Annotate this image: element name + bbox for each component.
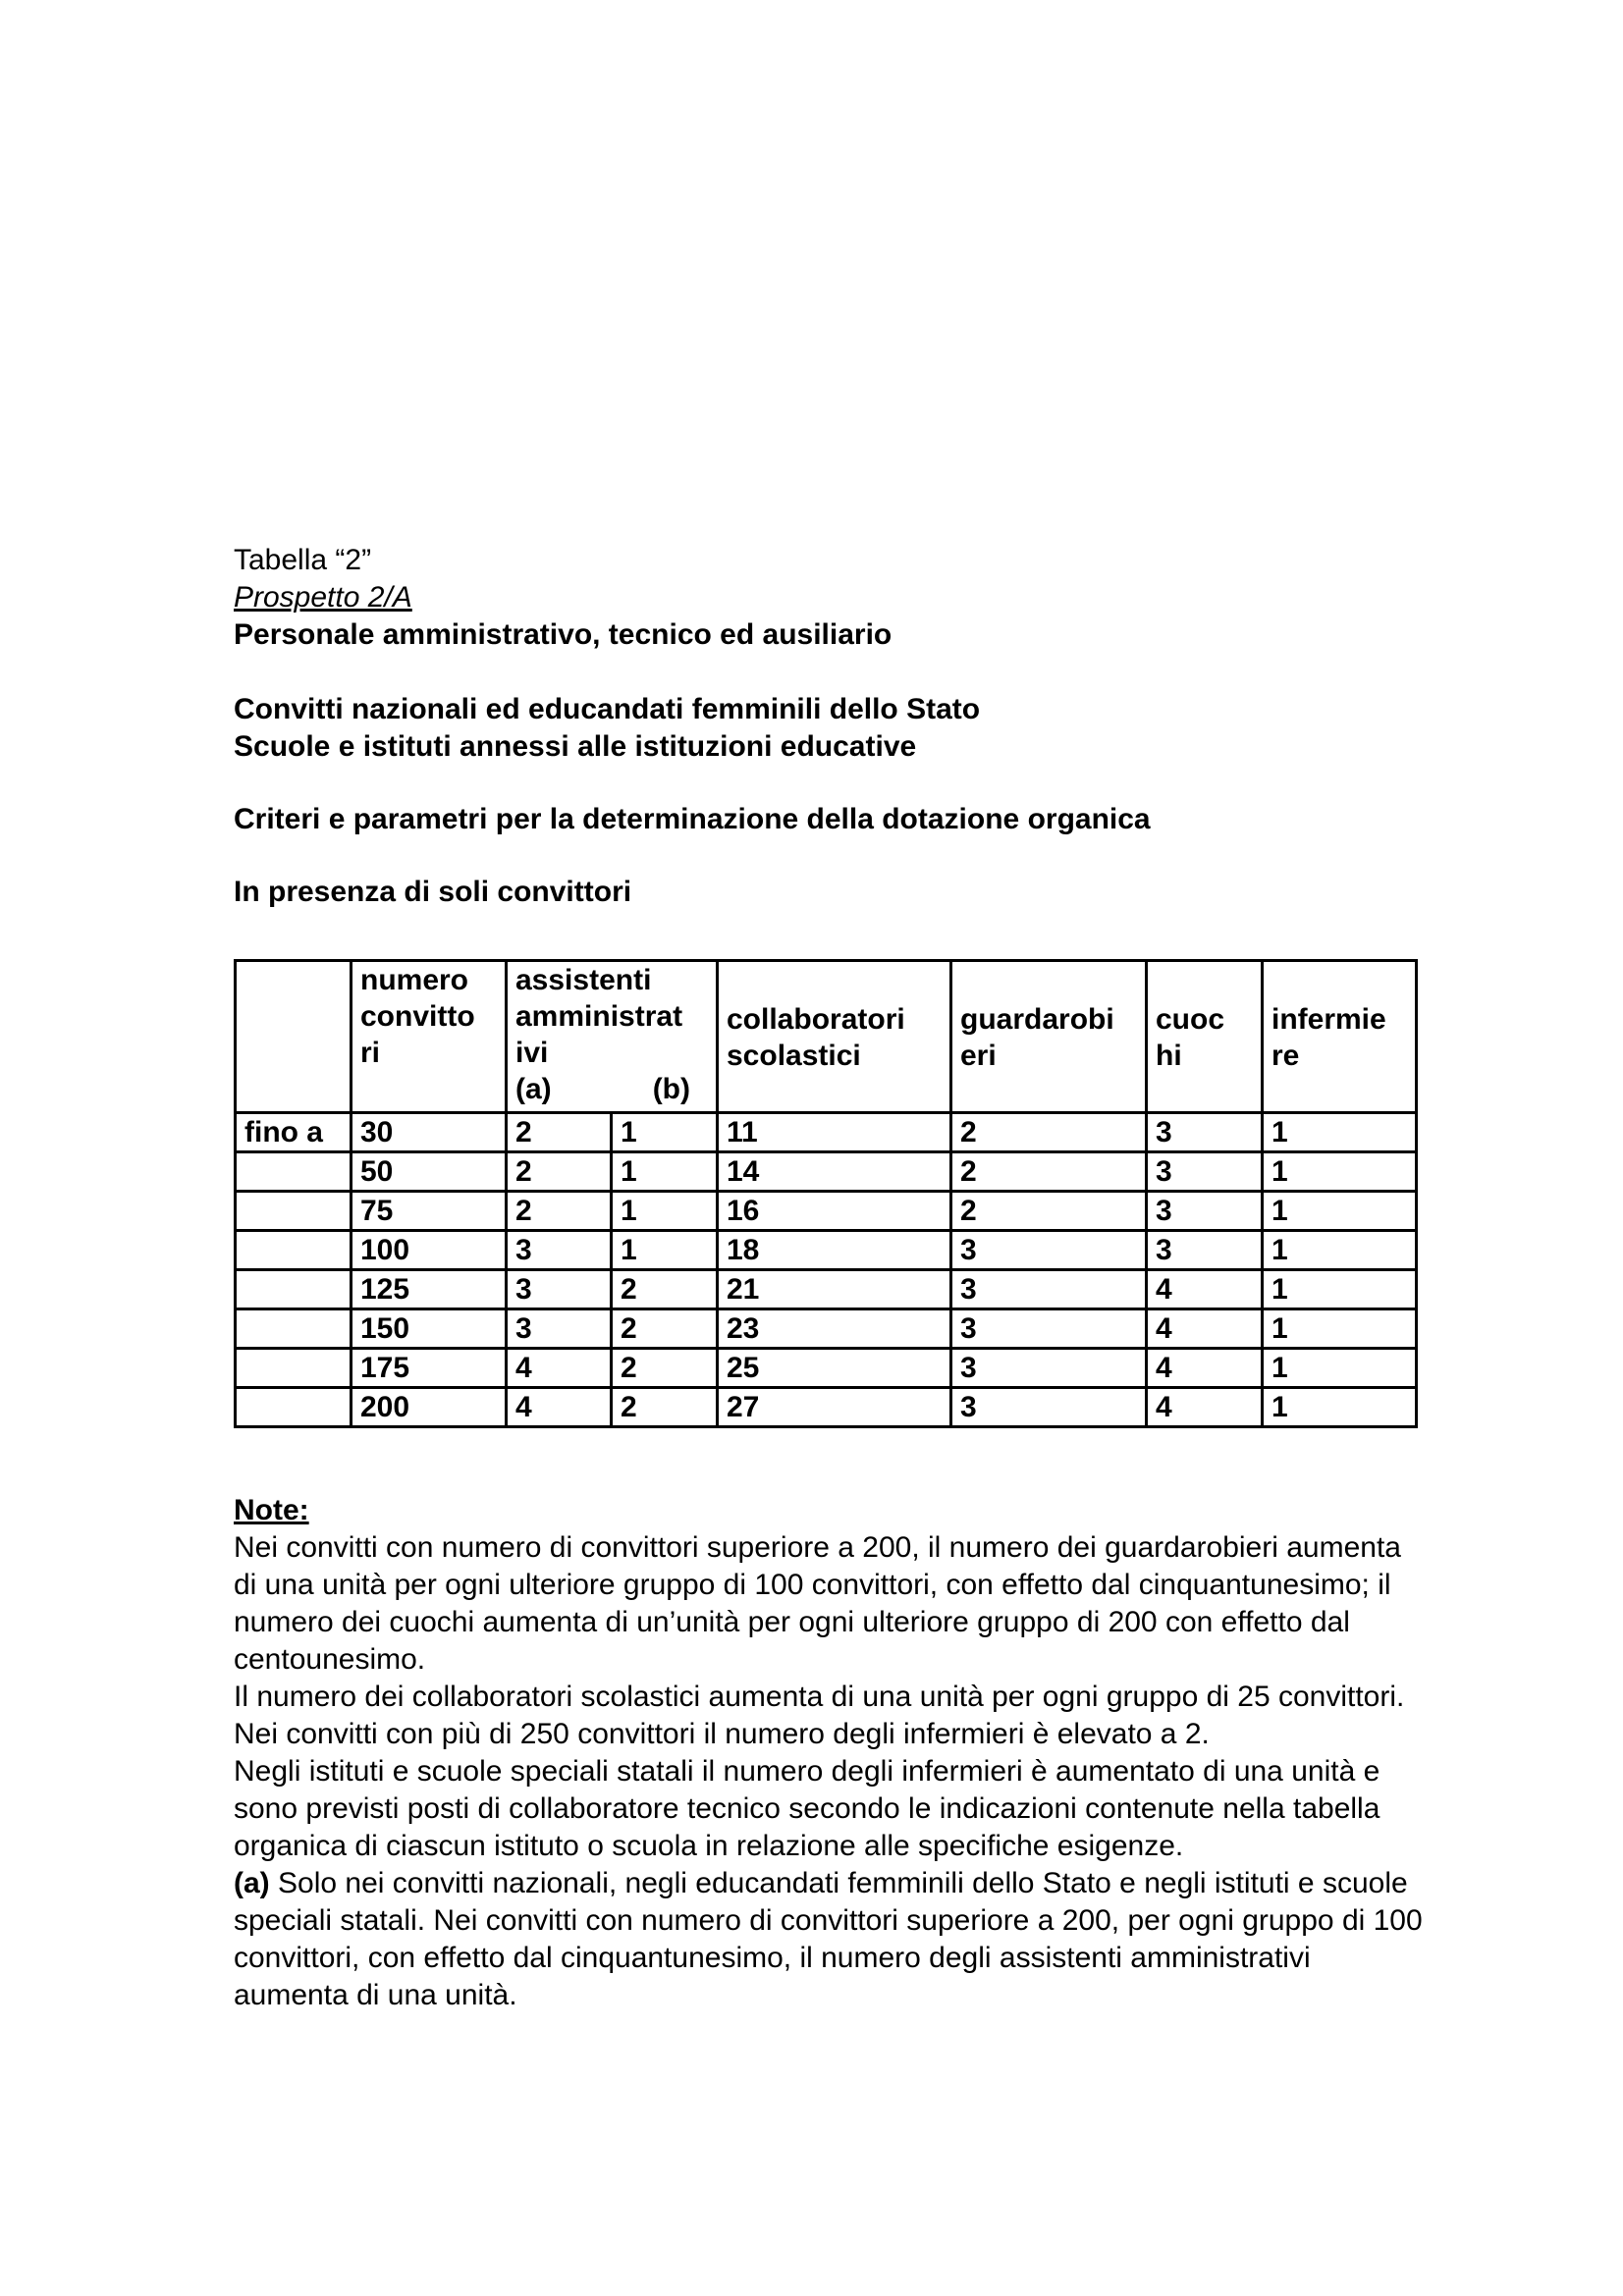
header-guardarobieri-label: guardarobi eri <box>960 1003 1114 1072</box>
cell-guardarobieri: 3 <box>951 1388 1147 1427</box>
cell-numero: 175 <box>352 1349 507 1388</box>
cell-guardarobieri: 3 <box>951 1231 1147 1270</box>
cell-b: 1 <box>612 1192 718 1231</box>
cell-label: fino a <box>236 1113 352 1152</box>
cell-cuochi: 4 <box>1147 1349 1263 1388</box>
cell-infermieri: 1 <box>1263 1309 1417 1349</box>
cell-a: 3 <box>507 1309 612 1349</box>
condition-heading: In presenza di soli convittori <box>234 876 632 908</box>
cell-infermieri: 1 <box>1263 1388 1417 1427</box>
cell-b: 1 <box>612 1152 718 1192</box>
cell-guardarobieri: 3 <box>951 1349 1147 1388</box>
header-b-label: (b) <box>652 1073 690 1105</box>
cell-infermieri: 1 <box>1263 1270 1417 1309</box>
note-paragraph-5 <box>234 1865 1427 2014</box>
cell-cuochi: 4 <box>1147 1309 1263 1349</box>
header-assistenti <box>507 961 718 1113</box>
header-numero-label: numero convitto ri <box>360 964 475 1069</box>
note-paragraph-3: Nei convitti con più di 250 convittori il numero degli infermieri è elevato a 2. <box>234 1718 1210 1750</box>
cell-label <box>236 1231 352 1270</box>
cell-guardarobieri: 2 <box>951 1192 1147 1231</box>
cell-cuochi: 3 <box>1147 1231 1263 1270</box>
table-number: Tabella “2” <box>234 544 372 576</box>
cell-a: 2 <box>507 1192 612 1231</box>
cell-cuochi: 4 <box>1147 1270 1263 1309</box>
cell-numero: 30 <box>352 1113 507 1152</box>
cell-collaboratori: 23 <box>718 1309 951 1349</box>
cell-numero: 125 <box>352 1270 507 1309</box>
cell-collaboratori: 25 <box>718 1349 951 1388</box>
cell-collaboratori: 27 <box>718 1388 951 1427</box>
note-a-label: (a) <box>234 1867 270 1899</box>
table-row <box>236 1231 1417 1270</box>
cell-b: 2 <box>612 1309 718 1349</box>
institution-heading: Convitti nazionali ed educandati femminili dello Stato <box>234 693 981 725</box>
cell-label <box>236 1349 352 1388</box>
cell-b: 2 <box>612 1270 718 1309</box>
table-row <box>236 1270 1417 1309</box>
cell-a: 3 <box>507 1231 612 1270</box>
header-collaboratori <box>718 961 951 1113</box>
cell-label <box>236 1388 352 1427</box>
cell-b: 2 <box>612 1388 718 1427</box>
cell-numero: 100 <box>352 1231 507 1270</box>
table-body <box>236 1113 1417 1427</box>
cell-label <box>236 1192 352 1231</box>
cell-label <box>236 1152 352 1192</box>
note-paragraph-2: Il numero dei collaboratori scolastici aumenta di una unità per ogni gruppo di 25 convittori. <box>234 1681 1405 1713</box>
header-collaboratori-label: collaboratori scolastici <box>727 1003 905 1072</box>
table-row <box>236 1152 1417 1192</box>
personnel-heading: Personale amministrativo, tecnico ed ausiliario <box>234 618 893 651</box>
cell-infermieri: 1 <box>1263 1152 1417 1192</box>
table-row <box>236 1113 1417 1152</box>
cell-cuochi: 3 <box>1147 1113 1263 1152</box>
notes-section <box>234 1492 1427 2014</box>
header-infermieri-label: infermie re <box>1271 1003 1386 1072</box>
header-cuochi <box>1147 961 1263 1113</box>
cell-cuochi: 3 <box>1147 1192 1263 1231</box>
table-row <box>236 1192 1417 1231</box>
cell-infermieri: 1 <box>1263 1349 1417 1388</box>
header-guardarobieri <box>951 961 1147 1113</box>
table-row <box>236 1388 1417 1427</box>
header-a-label: (a) <box>515 1073 552 1105</box>
cell-infermieri: 1 <box>1263 1113 1417 1152</box>
cell-numero: 75 <box>352 1192 507 1231</box>
cell-guardarobieri: 2 <box>951 1152 1147 1192</box>
header-assistenti-label: assistenti amministrat ivi <box>515 964 683 1069</box>
cell-numero: 150 <box>352 1309 507 1349</box>
cell-a: 3 <box>507 1270 612 1309</box>
document-page <box>234 542 1427 2011</box>
note-a-text: Solo nei convitti nazionali, negli educandati femminili dello Stato e negli istituti e scuole speciali statali. Nei convitti con numero di convittori superiore a 200, per ogni gruppo di 100 convittori, con effetto dal cinquantunesimo, il numero degli assistenti amministrativi aumenta di una unità. <box>234 1867 1423 2011</box>
cell-b: 2 <box>612 1349 718 1388</box>
cell-infermieri: 1 <box>1263 1231 1417 1270</box>
header-numero-convittori <box>352 961 507 1113</box>
table-header-row <box>236 961 1417 1113</box>
cell-collaboratori: 11 <box>718 1113 951 1152</box>
cell-a: 2 <box>507 1152 612 1192</box>
criteria-heading: Criteri e parametri per la determinazione della dotazione organica <box>234 803 1151 835</box>
prospetto-title: Prospetto 2/A <box>234 581 412 614</box>
cell-cuochi: 3 <box>1147 1152 1263 1192</box>
cell-collaboratori: 16 <box>718 1192 951 1231</box>
cell-label <box>236 1270 352 1309</box>
cell-label <box>236 1309 352 1349</box>
cell-numero: 50 <box>352 1152 507 1192</box>
header-empty-cell <box>236 961 352 1113</box>
cell-collaboratori: 14 <box>718 1152 951 1192</box>
cell-numero: 200 <box>352 1388 507 1427</box>
cell-cuochi: 4 <box>1147 1388 1263 1427</box>
cell-a: 4 <box>507 1388 612 1427</box>
header-infermieri <box>1263 961 1417 1113</box>
cell-guardarobieri: 3 <box>951 1270 1147 1309</box>
note-paragraph-4: Negli istituti e scuole speciali statali il numero degli infermieri è aumentato di una unità e sono previsti posti di collaboratore tecnico secondo le indicazioni contenute nella tabella organica di ciascun istituto o scuola in relazione alle specifiche esigenze. <box>234 1755 1380 1862</box>
staffing-table <box>234 959 1418 1428</box>
cell-infermieri: 1 <box>1263 1192 1417 1231</box>
note-paragraph-1: Nei convitti con numero di convittori superiore a 200, il numero dei guardarobieri aumenta di una unità per ogni ulteriore gruppo di 100 convittori, con effetto dal cinquantunesimo; il numero dei cuochi aumenta di un’unità per ogni ulteriore gruppo di 200 con effetto dal centounesimo. <box>234 1531 1401 1676</box>
cell-b: 1 <box>612 1231 718 1270</box>
header-ab-row <box>515 1071 708 1107</box>
cell-guardarobieri: 2 <box>951 1113 1147 1152</box>
table-row <box>236 1309 1417 1349</box>
notes-title: Note: <box>234 1494 309 1526</box>
cell-b: 1 <box>612 1113 718 1152</box>
header-cuochi-label: cuoc hi <box>1156 1003 1225 1072</box>
cell-collaboratori: 18 <box>718 1231 951 1270</box>
cell-a: 2 <box>507 1113 612 1152</box>
cell-a: 4 <box>507 1349 612 1388</box>
cell-guardarobieri: 3 <box>951 1309 1147 1349</box>
schools-heading: Scuole e istituti annessi alle istituzioni educative <box>234 730 917 763</box>
cell-collaboratori: 21 <box>718 1270 951 1309</box>
table-row <box>236 1349 1417 1388</box>
